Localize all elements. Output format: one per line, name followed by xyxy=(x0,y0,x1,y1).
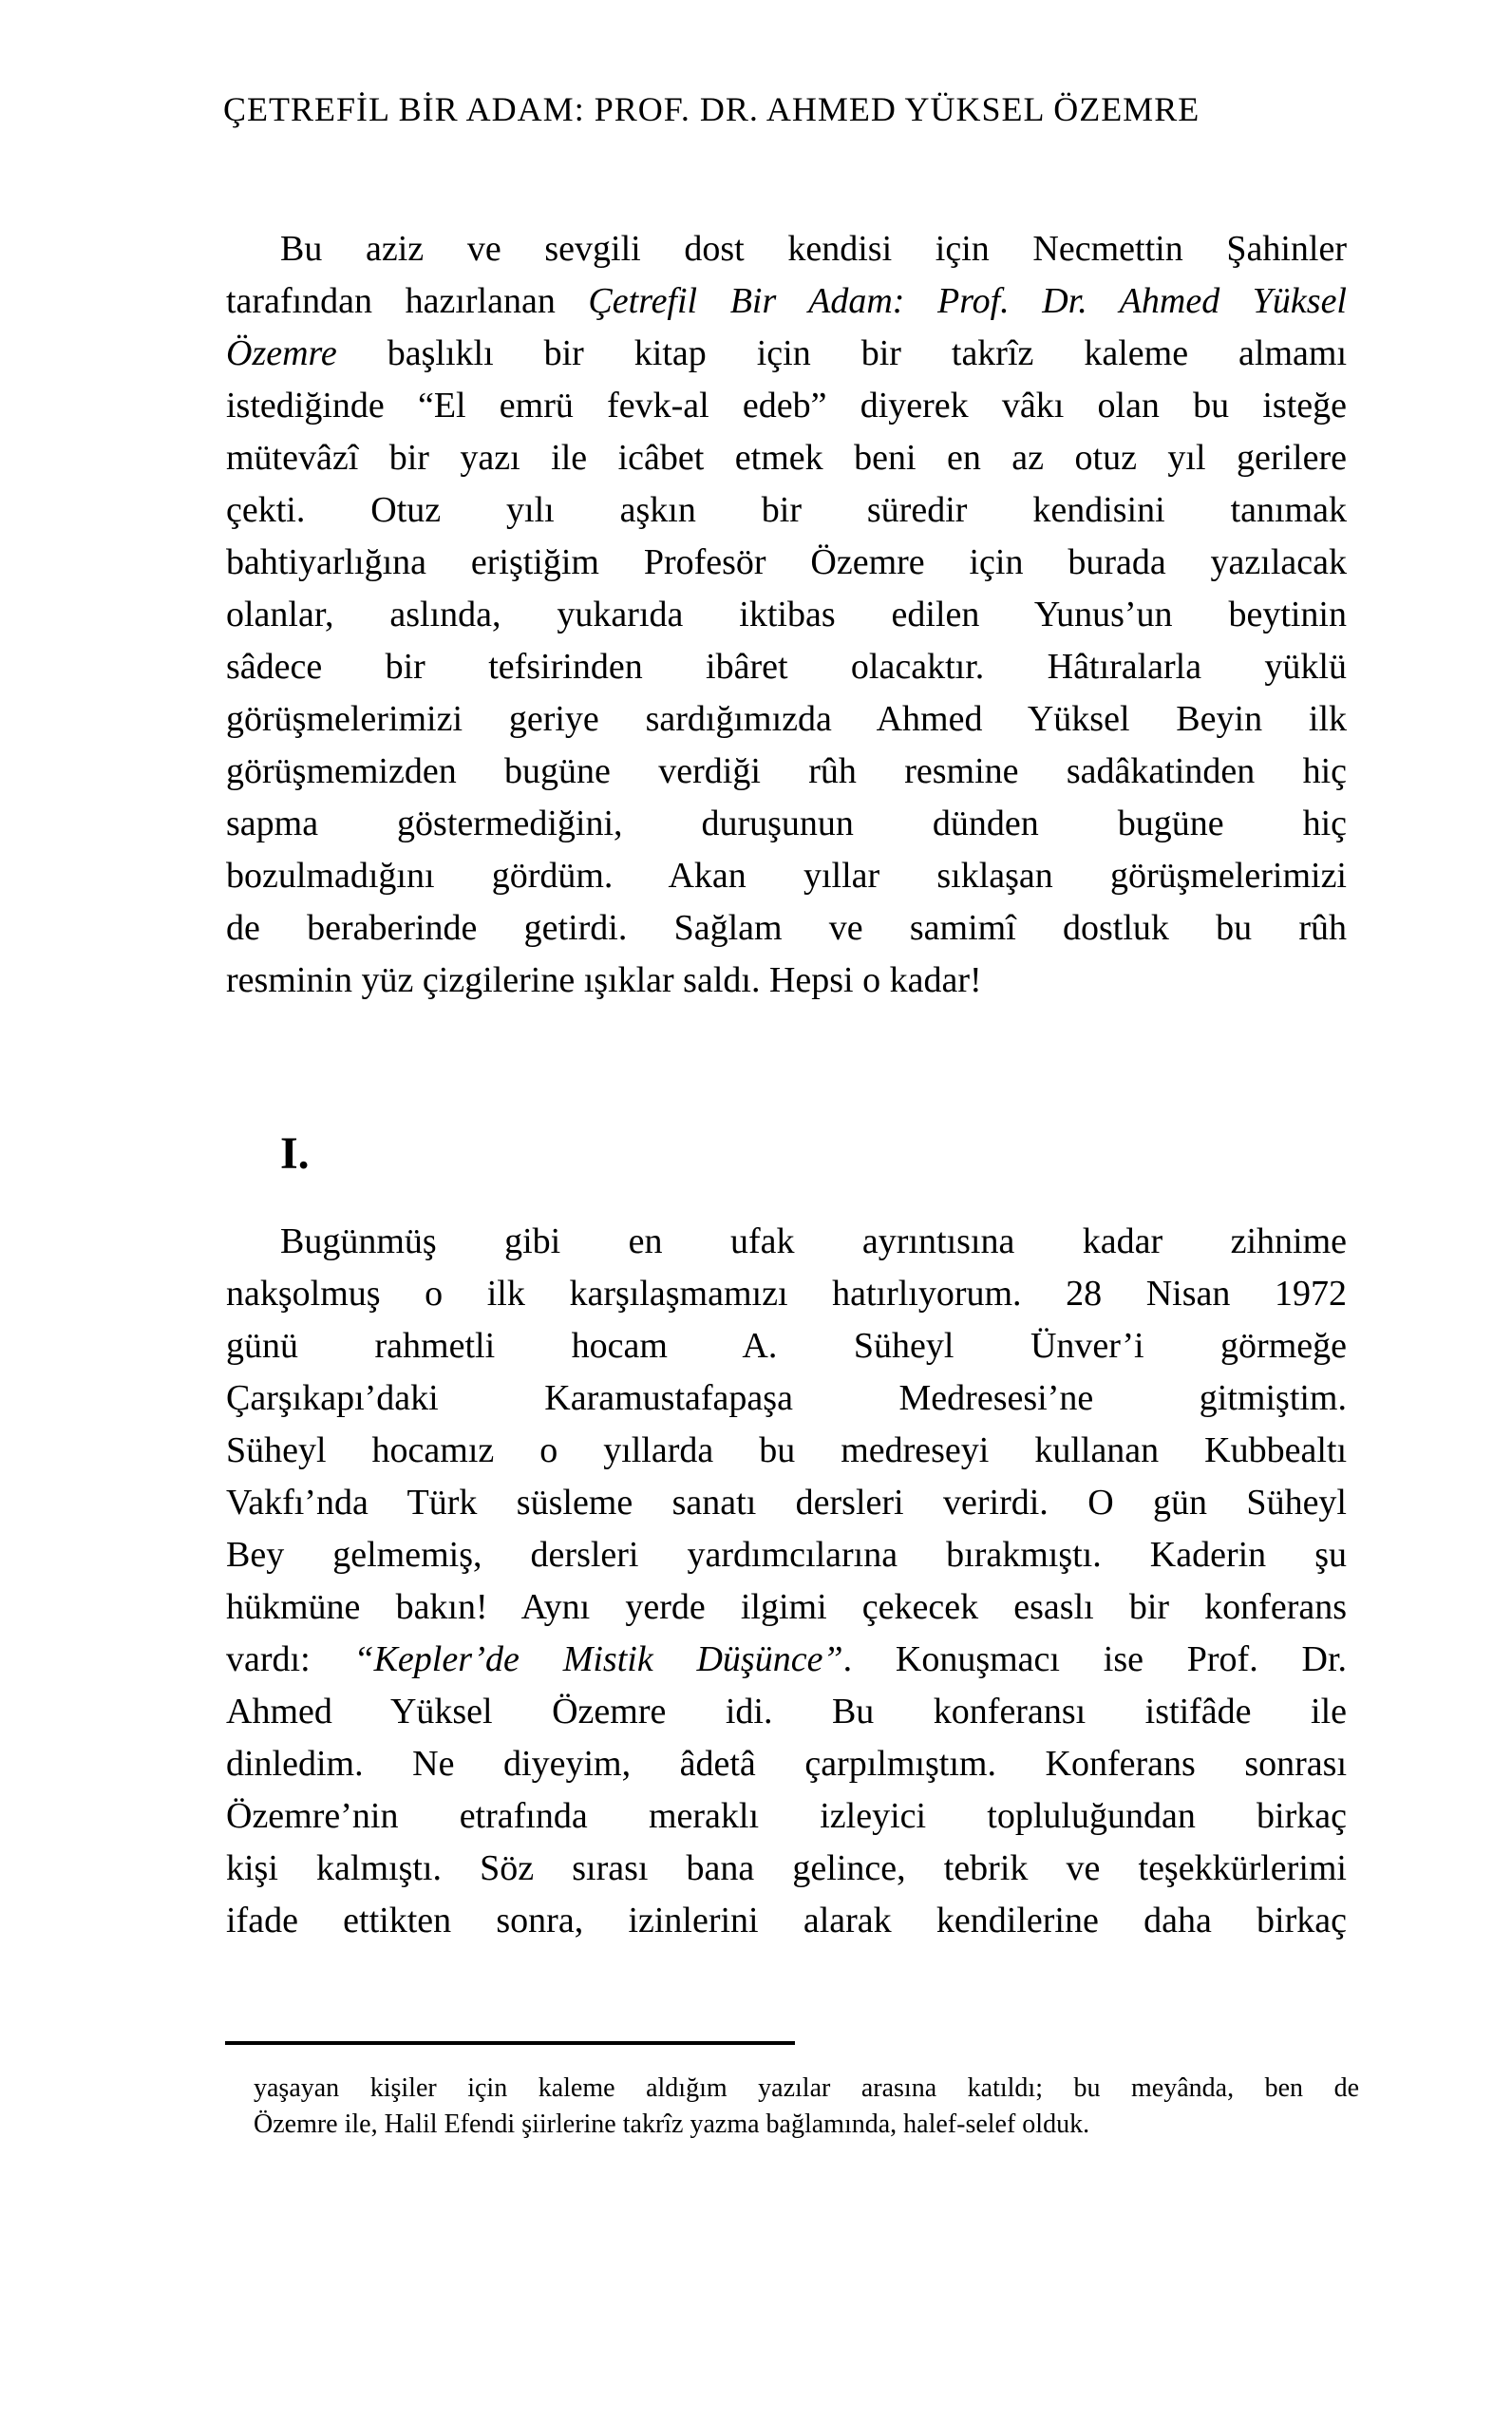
text-segment: Özemre ile, Halil Efendi şiirlerine takrîz yazma bağlamında, halef-selef olduk. xyxy=(254,2110,1090,2139)
footnote-separator-rule xyxy=(225,2041,795,2045)
text-segment: de beraberinde getirdi. Sağlam ve samimî dostluk bu rûh xyxy=(226,908,1347,948)
text-segment: Bu aziz ve sevgili dost kendisi için Necmettin Şahinler xyxy=(280,229,1347,269)
text-line xyxy=(226,537,1347,589)
text-line xyxy=(226,275,1347,328)
text-line xyxy=(226,1477,1347,1529)
running-header: ÇETREFİL BİR ADAM: PROF. DR. AHMED YÜKSEL ÖZEMRE xyxy=(223,90,1200,128)
text-line xyxy=(226,1686,1347,1738)
text-segment: Çarşıkapı’daki Karamustafapaşa Medresesi’ne gitmiştim. xyxy=(226,1378,1347,1418)
text-line xyxy=(226,746,1347,798)
text-line xyxy=(226,380,1347,432)
text-segment: ifade ettikten sonra, izinlerini alarak kendilerine daha birkaç xyxy=(226,1901,1347,1940)
text-segment: tarafından hazırlanan xyxy=(226,281,589,321)
text-line xyxy=(226,850,1347,902)
text-line xyxy=(226,798,1347,850)
paragraph-1 xyxy=(226,223,1347,1007)
text-line xyxy=(226,1790,1347,1843)
text-line xyxy=(226,589,1347,641)
text-segment: hükmüne bakın! Aynı yerde ilgimi çekecek esaslı bir konferans xyxy=(226,1587,1347,1627)
text-segment: nakşolmuş o ilk karşılaşmamızı hatırlıyorum. 28 Nisan 1972 xyxy=(226,1274,1347,1314)
text-segment: kişi kalmıştı. Söz sırası bana gelince, tebrik ve teşekkürlerimi xyxy=(226,1848,1347,1888)
text-line xyxy=(226,902,1347,955)
text-line xyxy=(226,1843,1347,1895)
italic-text-segment: Özemre xyxy=(226,333,337,373)
paragraph-2 xyxy=(226,1216,1347,1947)
text-segment: bozulmadığını gördüm. Akan yıllar sıklaşan görüşmelerimizi xyxy=(226,856,1347,896)
text-line xyxy=(226,1372,1347,1425)
text-segment: bahtiyarlığına eriştiğim Profesör Özemre için burada yazılacak xyxy=(226,542,1347,582)
text-segment: Vakfı’nda Türk süsleme sanatı dersleri verirdi. O gün Süheyl xyxy=(226,1483,1347,1523)
text-line xyxy=(226,432,1347,484)
text-line xyxy=(226,223,1347,275)
text-line xyxy=(226,955,1347,1007)
text-segment: görüşmelerimizi geriye sardığımızda Ahmed Yüksel Beyin ilk xyxy=(226,699,1347,739)
text-segment: yaşayan kişiler için kaleme aldığım yazılar arasına katıldı; bu meyânda, ben de xyxy=(254,2073,1359,2103)
text-segment: günü rahmetli hocam A. Süheyl Ünver’i görmeğe xyxy=(226,1326,1347,1366)
text-segment: . Konuşmacı ise Prof. Dr. xyxy=(842,1639,1347,1679)
text-segment: başlıklı bir kitap için bir takrîz kaleme almamı xyxy=(336,333,1347,373)
text-segment: dinledim. Ne diyeyim, âdetâ çarpılmıştım. Konferans sonrası xyxy=(226,1744,1347,1784)
text-segment: Ahmed Yüksel Özemre idi. Bu konferansı istifâde ile xyxy=(226,1692,1347,1731)
text-line xyxy=(226,328,1347,380)
text-segment: görüşmemizden bugüne verdiği rûh resmine sadâkatinden hiç xyxy=(226,751,1347,791)
footnote xyxy=(254,2071,1359,2143)
text-line xyxy=(226,1738,1347,1790)
text-segment: Bey gelmemiş, dersleri yardımcılarına bırakmıştı. Kaderin şu xyxy=(226,1535,1347,1575)
text-line xyxy=(226,1320,1347,1372)
text-segment: vardı: xyxy=(226,1639,354,1679)
text-segment: Süheyl hocamız o yıllarda bu medreseyi kullanan Kubbealtı xyxy=(226,1430,1347,1470)
text-line xyxy=(254,2071,1359,2107)
text-line xyxy=(226,641,1347,693)
text-segment: olanlar, aslında, yukarıda iktibas edilen Yunus’un beytinin xyxy=(226,595,1347,634)
text-line xyxy=(226,1216,1347,1268)
text-segment: Özemre’nin etrafında meraklı izleyici topluluğundan birkaç xyxy=(226,1796,1347,1836)
text-segment: istediğinde “El emrü fevk-al edeb” diyerek vâkı olan bu isteğe xyxy=(226,386,1347,426)
text-line xyxy=(226,484,1347,537)
text-line xyxy=(226,1634,1347,1686)
text-segment: Bugünmüş gibi en ufak ayrıntısına kadar zihnime xyxy=(280,1221,1347,1261)
text-line xyxy=(226,693,1347,746)
text-line xyxy=(226,1425,1347,1477)
text-line xyxy=(226,1529,1347,1581)
text-segment: resminin yüz çizgilerine ışıklar saldı. Hepsi o kadar! xyxy=(226,960,982,1000)
text-line xyxy=(226,1581,1347,1634)
text-line xyxy=(254,2107,1359,2143)
text-segment: mütevâzî bir yazı ile icâbet etmek beni en az otuz yıl gerilere xyxy=(226,438,1347,478)
text-line xyxy=(226,1895,1347,1947)
section-heading: I. xyxy=(280,1128,310,1179)
text-segment: çekti. Otuz yılı aşkın bir süredir kendisini tanımak xyxy=(226,490,1347,530)
italic-text-segment: “Kepler’de Mistik Düşünce” xyxy=(353,1639,843,1679)
text-line xyxy=(226,1268,1347,1320)
text-segment: sâdece bir tefsirinden ibâret olacaktır. Hâtıralarla yüklü xyxy=(226,647,1347,687)
text-segment: sapma göstermediğini, duruşunun dünden bugüne hiç xyxy=(226,804,1347,843)
italic-text-segment: Çetrefil Bir Adam: Prof. Dr. Ahmed Yüksel xyxy=(588,281,1347,321)
